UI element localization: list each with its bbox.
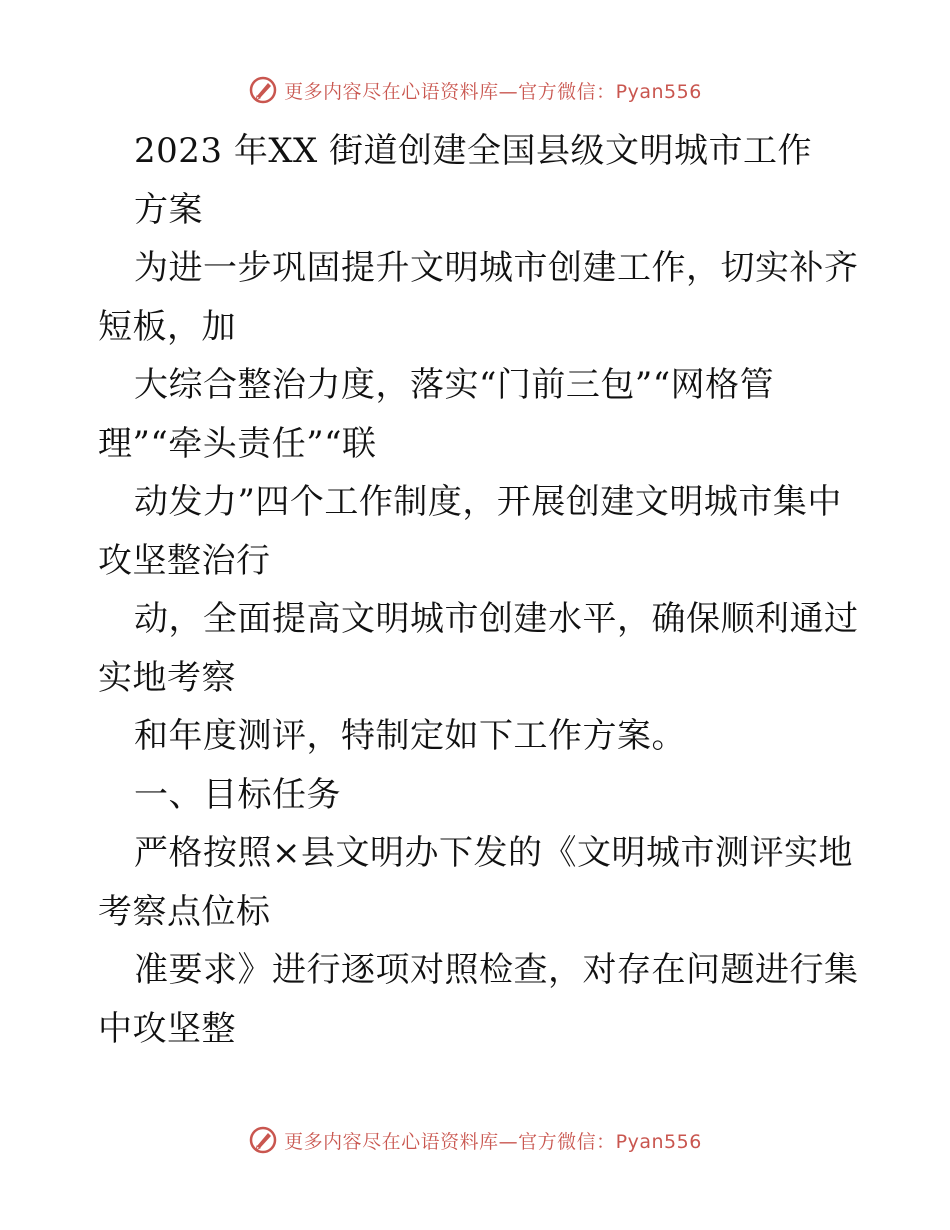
doc-title-line-2: 方案 bbox=[134, 189, 203, 230]
doc-paragraph-line: 攻坚整治行 bbox=[98, 540, 271, 581]
doc-paragraph-line: 为进一步巩固提升文明城市创建工作，切实补齐 bbox=[134, 248, 859, 288]
header-watermark-text: 更多内容尽在心语资料库—官方微信：Pyan556 bbox=[284, 80, 702, 103]
doc-paragraph-line: 严格按照×县文明办下发的《文明城市测评实地 bbox=[134, 833, 853, 873]
doc-title-line-1: 2023 年XX 街道创建全国县级文明城市工作 bbox=[134, 131, 813, 171]
pen-logo-icon bbox=[248, 1125, 278, 1155]
doc-paragraph-line: 实地考察 bbox=[98, 657, 236, 698]
doc-paragraph-line: 短板，加 bbox=[98, 306, 236, 347]
doc-paragraph-line: 和年度测评，特制定如下工作方案。 bbox=[134, 716, 686, 756]
doc-paragraph-line: 大综合整治力度，落实“门前三包”“网格管 bbox=[134, 365, 775, 405]
doc-paragraph-line: 考察点位标 bbox=[98, 891, 271, 932]
footer-watermark bbox=[0, 1120, 950, 1160]
doc-paragraph-line: 准要求》进行逐项对照检查，对存在问题进行集 bbox=[134, 950, 859, 990]
header-watermark bbox=[0, 70, 950, 110]
doc-paragraph-line: 动，全面提高文明城市创建水平，确保顺利通过 bbox=[134, 599, 859, 639]
section-heading: 一、目标任务 bbox=[134, 774, 341, 815]
document-body bbox=[98, 122, 858, 1058]
doc-paragraph-line: 理”“牵头责任”“联 bbox=[98, 423, 377, 464]
footer-watermark-text: 更多内容尽在心语资料库—官方微信：Pyan556 bbox=[284, 1130, 702, 1153]
pen-logo-icon bbox=[248, 75, 278, 105]
doc-paragraph-line: 动发力”四个工作制度，开展创建文明城市集中 bbox=[134, 482, 842, 522]
doc-paragraph-line: 中攻坚整 bbox=[98, 1008, 236, 1049]
